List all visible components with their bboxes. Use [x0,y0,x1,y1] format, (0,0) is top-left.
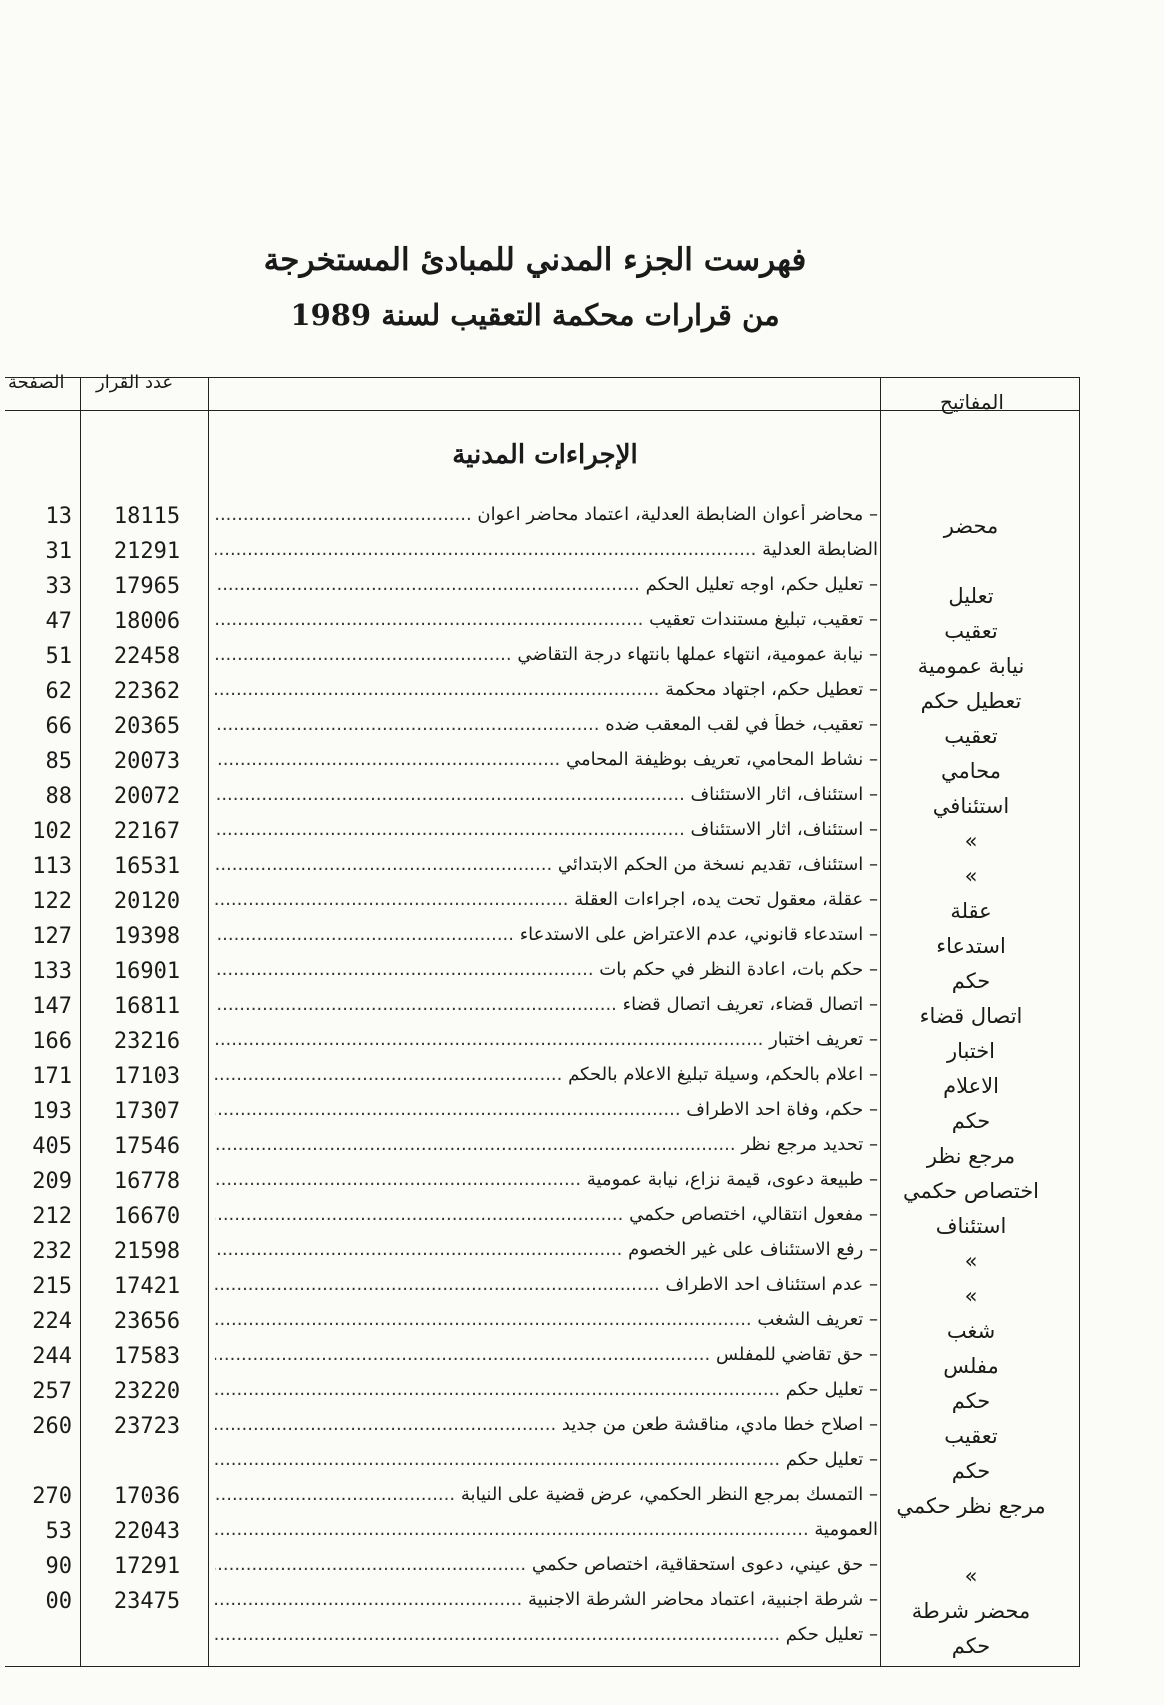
keyword: حكم [951,1459,991,1483]
page-number: 147 [32,994,72,1019]
table-row [0,1484,1164,1518]
index-title: فهرست الجزء المدني للمبادئ المستخرجة [263,242,807,278]
table-row [0,1344,1164,1378]
page-number: 102 [32,819,72,844]
principle-description: – تعليل حكم ..... [215,1379,878,1400]
decision-number: 17307 [113,1099,181,1124]
keyword: » [964,829,978,853]
page-number: 224 [32,1309,72,1334]
page-number: 171 [32,1064,72,1089]
page-number: 33 [45,574,72,599]
page-number: 212 [32,1204,72,1229]
table-row [0,854,1164,888]
principle-description: – تعليل حكم ..... [215,1449,878,1470]
page-number: 133 [32,959,72,984]
table-row [0,1029,1164,1063]
table-row [0,1274,1164,1308]
principle-description: – تعليل حكم ..... [215,1624,878,1645]
principle-description: – عقلة، معقول تحت يده، اجراءات العقلة ..... [215,889,878,910]
table-row [0,1099,1164,1133]
keyword: تعقيب [944,1424,998,1448]
page-number: 166 [32,1029,72,1054]
header-decision: عدد القرار [96,372,174,393]
table-row [0,819,1164,853]
keyword: تعطيل حكم [920,689,1022,713]
table-row [0,784,1164,818]
principle-description: – حق تقاضي للمفلس ..... [215,1344,878,1365]
keyword: استئنافي [932,794,1010,818]
principle-description: – تعليل حكم، اوجه تعليل الحكم ..... [215,574,878,595]
table-row [0,714,1164,748]
principle-description: – تعطيل حكم، اجتهاد محكمة ..... [215,679,878,700]
table-row [0,924,1164,958]
page-number: 127 [32,924,72,949]
page-number: 00 [45,1589,72,1614]
decision-number: 22362 [113,679,181,704]
keyword: الاعلام [943,1074,999,1098]
keyword: مفلس [943,1354,999,1378]
page-number: 405 [32,1134,72,1159]
page-number: 85 [45,749,72,774]
decision-number: 18006 [113,609,181,634]
table-row [0,644,1164,678]
decision-number: 16811 [113,994,181,1019]
decision-number: 17036 [113,1484,181,1509]
keyword: مرجع نظر حكمي [896,1494,1046,1518]
page-number: 90 [45,1554,72,1579]
decision-number: 17103 [113,1064,181,1089]
principle-description: – حكم، وفاة احد الاطراف ..... [215,1099,878,1120]
principle-description: – طبيعة دعوى، قيمة نزاع، نيابة عمومية ..... [215,1169,878,1190]
decision-number: 20365 [113,714,181,739]
table-row [0,1554,1164,1588]
principle-description: – استئناف، اثار الاستئناف ..... [215,784,878,805]
table-row [0,1064,1164,1098]
principle-description: – استدعاء قانوني، عدم الاعتراض على الاستدعاء ..... [215,924,878,945]
decision-number: 17421 [113,1274,181,1299]
principle-description: العمومية ..... [215,1519,878,1540]
keyword: تعقيب [944,619,998,643]
decision-number: 23723 [113,1414,181,1439]
page-number: 31 [45,539,72,564]
keyword: تعليل [948,584,994,608]
principle-description: – اتصال قضاء، تعريف اتصال قضاء ..... [215,994,878,1015]
keyword: محامي [941,759,1001,783]
table-row [0,1519,1164,1553]
keyword: محضر شرطة [911,1599,1031,1623]
table-row [0,539,1164,573]
decision-number: 16531 [113,854,181,879]
keyword: تعقيب [944,724,998,748]
table-row [0,609,1164,643]
header-page: الصفحة [8,372,65,393]
table-row [0,1204,1164,1238]
decision-number: 23475 [113,1589,181,1614]
table-row [0,1309,1164,1343]
decision-number: 23656 [113,1309,181,1334]
keyword: مرجع نظر [926,1144,1016,1168]
page-number: 209 [32,1169,72,1194]
principle-description: – حق عيني، دعوى استحقاقية، اختصاص حكمي ..... [215,1554,878,1575]
keyword: اتصال قضاء [919,1004,1023,1028]
principle-description: – اصلاح خطا مادي، مناقشة طعن من جديد ..... [215,1414,878,1435]
principle-description: – عدم استئناف احد الاطراف ..... [215,1274,878,1295]
decision-number: 23220 [113,1379,181,1404]
index-subtitle: من قرارات محكمة التعقيب لسنة 1989 [290,298,780,332]
principle-description: – تعقيب، خطأ في لقب المعقب ضده ..... [215,714,878,735]
keyword: عقلة [950,899,992,923]
page-number: 244 [32,1344,72,1369]
principle-description: – تعقيب، تبليغ مستندات تعقيب ..... [215,609,878,630]
table-row [0,1449,1164,1483]
page-number: 66 [45,714,72,739]
header-divider [5,410,1080,411]
decision-number: 18115 [113,504,181,529]
page-number: 270 [32,1484,72,1509]
table-row [0,1239,1164,1273]
table-row [0,574,1164,608]
page-number: 232 [32,1239,72,1264]
keyword: » [964,1284,978,1308]
keyword: استدعاء [936,934,1006,958]
page-number: 53 [45,1519,72,1544]
decision-number: 23216 [113,1029,181,1054]
page-number: 257 [32,1379,72,1404]
decision-number: 20073 [113,749,181,774]
keyword: » [964,1564,978,1588]
keyword: » [964,864,978,888]
keyword: » [964,1249,978,1273]
decision-number: 19398 [113,924,181,949]
page-number: 47 [45,609,72,634]
page-number: 88 [45,784,72,809]
table-row [0,1589,1164,1623]
decision-number: 20072 [113,784,181,809]
decision-number: 22167 [113,819,181,844]
keyword: استئناف [935,1214,1007,1238]
table-row [0,749,1164,783]
principle-description: الضابطة العدلية ..... [215,539,878,560]
keyword: حكم [951,1389,991,1413]
page-number: 51 [45,644,72,669]
keyword: حكم [951,969,991,993]
table-row [0,1169,1164,1203]
principle-description: – رفع الاستئناف على غير الخصوم ..... [215,1239,878,1260]
table-row [0,1379,1164,1413]
decision-number: 17546 [113,1134,181,1159]
principle-description: – اعلام بالحكم، وسيلة تبليغ الاعلام بالحكم ..... [215,1064,878,1085]
page-number: 215 [32,1274,72,1299]
principle-description: – استئناف، تقديم نسخة من الحكم الابتدائي ..... [215,854,878,875]
principle-description: – تعريف الشغب ..... [215,1309,878,1330]
principle-description: – نيابة عمومية، انتهاء عملها بانتهاء درجة التقاضي ..... [215,644,878,665]
decision-number: 21598 [113,1239,181,1264]
page-number: 113 [32,854,72,879]
decision-number: 16901 [113,959,181,984]
decision-number: 22043 [113,1519,181,1544]
table-row [0,1624,1164,1658]
decision-number: 20120 [113,889,181,914]
keyword: اختصاص حكمي [902,1179,1040,1203]
principle-description: – شرطة اجنبية، اعتماد محاضر الشرطة الاجنبية ..... [215,1589,878,1610]
table-row [0,1134,1164,1168]
keyword: نيابة عمومية [917,654,1025,678]
table-row [0,1414,1164,1448]
table-row [0,889,1164,923]
decision-number: 16670 [113,1204,181,1229]
principle-description: – حكم بات، اعادة النظر في حكم بات ..... [215,959,878,980]
page-number: 193 [32,1099,72,1124]
page-number: 13 [45,504,72,529]
keyword: حكم [951,1109,991,1133]
section-title: الإجراءات المدنية [452,440,638,470]
decision-number: 17583 [113,1344,181,1369]
header-keywords: المفاتيح [940,390,1004,414]
table-row [0,679,1164,713]
keyword: شغب [946,1319,996,1343]
page-number: 122 [32,889,72,914]
page-number: 62 [45,679,72,704]
table-row [0,994,1164,1028]
keyword: محضر [943,514,999,538]
principle-description: – محاضر أعوان الضابطة العدلية، اعتماد محاضر اعوان ..... [215,504,878,525]
table-row [0,504,1164,538]
decision-number: 16778 [113,1169,181,1194]
principle-description: – استئناف، اثار الاستئناف ..... [215,819,878,840]
decision-number: 22458 [113,644,181,669]
page-number: 260 [32,1414,72,1439]
decision-number: 21291 [113,539,181,564]
keyword: حكم [951,1634,991,1658]
principle-description: – نشاط المحامي، تعريف بوظيفة المحامي ..... [215,749,878,770]
principle-description: – تحديد مرجع نظر ..... [215,1134,878,1155]
principle-description: – التمسك بمرجع النظر الحكمي، عرض قضية على النيابة ..... [215,1484,878,1505]
decision-number: 17965 [113,574,181,599]
table-row [0,959,1164,993]
principle-description: – تعريف اختبار ..... [215,1029,878,1050]
principle-description: – مفعول انتقالي، اختصاص حكمي ..... [215,1204,878,1225]
keyword: اختبار [946,1039,996,1063]
decision-number: 17291 [113,1554,181,1579]
